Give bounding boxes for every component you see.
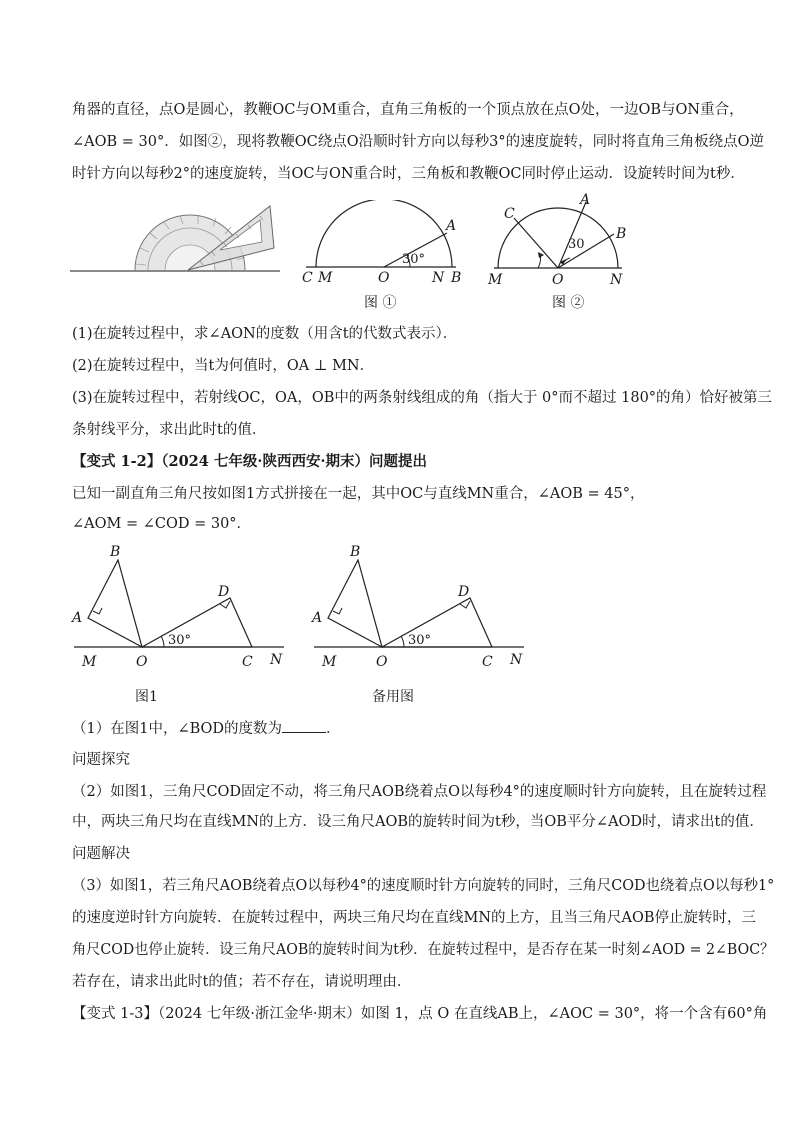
variant-1-2-line-2: ∠AOM = ∠COD = 30°． bbox=[72, 516, 252, 532]
label-n: N bbox=[510, 652, 523, 668]
triangle-cod bbox=[142, 598, 252, 647]
figure-1-caption: 图 ① bbox=[364, 295, 397, 311]
variant-1-2-line-1: 已知一副直角三角尺按如图1方式拼接在一起，其中OC与直线MN重合，∠AOB = 45°， bbox=[72, 486, 645, 502]
ray-ob bbox=[558, 234, 614, 268]
label-n: N bbox=[270, 652, 283, 668]
figure-a-caption: 图1 bbox=[135, 689, 158, 705]
angle-label: 30° bbox=[408, 633, 432, 648]
variant-1-2-q2-line-1: （2）如图1，三角尺COD固定不动，将三角尺AOB绕着点O以每秒4°的速度顺时针方向旋转，且在旋转过程 bbox=[72, 784, 767, 800]
intro-line-1: 角器的直径，点O是圆心，教鞭OC与OM重合，直角三角板的一个顶点放在点O处，一边OB与ON重合， bbox=[72, 102, 744, 118]
label-d: D bbox=[458, 584, 470, 600]
triangle-figure-spare bbox=[310, 540, 530, 670]
intro-line-2: ∠AOB = 30°．如图②，现将教鞭OC绕点O沿顺时针方向以每秒3°的速度旋转，同时将直角三角板绕点O逆 bbox=[72, 134, 764, 150]
label-o: O bbox=[552, 272, 564, 288]
question-1-3-line-1: (3)在旋转过程中，若射线OC，OA，OB中的两条射线组成的角（指大于 0°而不超过 180°的角）恰好被第三 bbox=[72, 390, 773, 406]
triangle-aob bbox=[88, 560, 142, 647]
semicircle-arc bbox=[498, 208, 618, 268]
angle-label: 30° bbox=[168, 633, 192, 648]
label-c: C bbox=[242, 654, 253, 670]
label-n: N bbox=[610, 272, 623, 288]
ray-oa bbox=[558, 202, 586, 268]
question-1-3-line-2: 条射线平分，求出此时t的值． bbox=[72, 422, 267, 438]
protractor-setsquare-illustration bbox=[70, 198, 280, 278]
label-b: B bbox=[350, 544, 361, 560]
right-angle-mark-a bbox=[333, 608, 342, 614]
figure-b-caption: 备用图 bbox=[372, 689, 414, 705]
label-m: M bbox=[322, 654, 337, 670]
intro-line-3: 时针方向以每秒2°的速度旋转，当OC与ON重合时，三角板和教鞭OC同时停止运动．设旋转时间为t秒． bbox=[72, 166, 745, 182]
variant-1-2-q3-line-2: 的速度逆时针方向旋转．在旋转过程中，两块三角尺均在直线MN的上方，且当三角尺AOB停止旋转时，三 bbox=[72, 910, 757, 926]
q1-suffix: ． bbox=[326, 721, 341, 737]
angle-arc bbox=[161, 636, 164, 647]
label-b: B bbox=[451, 270, 462, 286]
label-n: N bbox=[432, 270, 445, 286]
label-o: O bbox=[378, 270, 390, 286]
label-a: A bbox=[446, 218, 457, 234]
triangle-figure-1 bbox=[70, 540, 290, 670]
q1-prefix: （1）在图1中，∠BOD的度数为 bbox=[72, 721, 283, 737]
variant-1-2-q1 bbox=[72, 718, 341, 739]
variant-1-2-q3-line-1: （3）如图1，若三角尺AOB绕着点O以每秒4°的速度顺时针方向旋转的同时，三角尺COD也绕着点O以每秒1° bbox=[72, 878, 775, 894]
triangle-aob bbox=[328, 560, 382, 647]
question-1-2: (2)在旋转过程中，当t为何值时，OA ⊥ MN． bbox=[72, 358, 375, 374]
label-c: C bbox=[302, 270, 313, 286]
figure-2-caption: 图 ② bbox=[552, 295, 585, 311]
variant-1-2-title: 【变式 1-2】（2024 七年级·陕西西安·期末）问题提出 bbox=[72, 453, 427, 470]
label-o: O bbox=[136, 654, 148, 670]
label-b: B bbox=[110, 544, 121, 560]
variant-1-3-line: 【变式 1-3】（2024 七年级·浙江金华·期末）如图 1，点 O 在直线AB上，∠AOC = 30°，将一个含有60°角 bbox=[72, 1006, 768, 1022]
semicircle-arc bbox=[316, 200, 452, 267]
label-m: M bbox=[318, 270, 333, 286]
question-1-1: (1)在旋转过程中，求∠AON的度数（用含t的代数式表示）． bbox=[72, 326, 458, 342]
arrowhead-left bbox=[538, 252, 544, 258]
label-a: A bbox=[72, 610, 83, 626]
explore-heading: 问题探究 bbox=[72, 752, 130, 768]
label-d: D bbox=[218, 584, 230, 600]
variant-1-2-q3-line-4: 若存在，请求出此时t的值；若不存在，请说明理由． bbox=[72, 974, 412, 990]
angle-label: 30 bbox=[568, 237, 585, 252]
answer-blank[interactable] bbox=[282, 718, 326, 733]
figure-1-semicircle bbox=[296, 200, 472, 300]
label-b: B bbox=[616, 226, 627, 242]
angle-arc bbox=[401, 636, 404, 647]
label-a: A bbox=[312, 610, 323, 626]
ray-oc bbox=[514, 218, 558, 268]
label-m: M bbox=[82, 654, 97, 670]
variant-1-2-q3-line-3: 角尺COD也停止旋转．设三角尺AOB的旋转时间为t秒．在旋转过程中，是否存在某一时刻∠AOD = 2∠BOC？ bbox=[72, 942, 775, 958]
angle-label: 30° bbox=[402, 252, 426, 267]
label-a: A bbox=[580, 192, 591, 208]
label-c: C bbox=[504, 206, 515, 222]
label-c: C bbox=[482, 654, 493, 670]
right-angle-mark-a bbox=[93, 608, 102, 614]
triangle-cod bbox=[382, 598, 492, 647]
label-o: O bbox=[376, 654, 388, 670]
variant-1-2-q2-line-2: 中，两块三角尺均在直线MN的上方．设三角尺AOB的旋转时间为t秒，当OB平分∠AOD时，请求出t的值． bbox=[72, 814, 764, 830]
figure-2-semicircle bbox=[484, 192, 644, 300]
solve-heading: 问题解决 bbox=[72, 846, 130, 862]
label-m: M bbox=[488, 272, 503, 288]
